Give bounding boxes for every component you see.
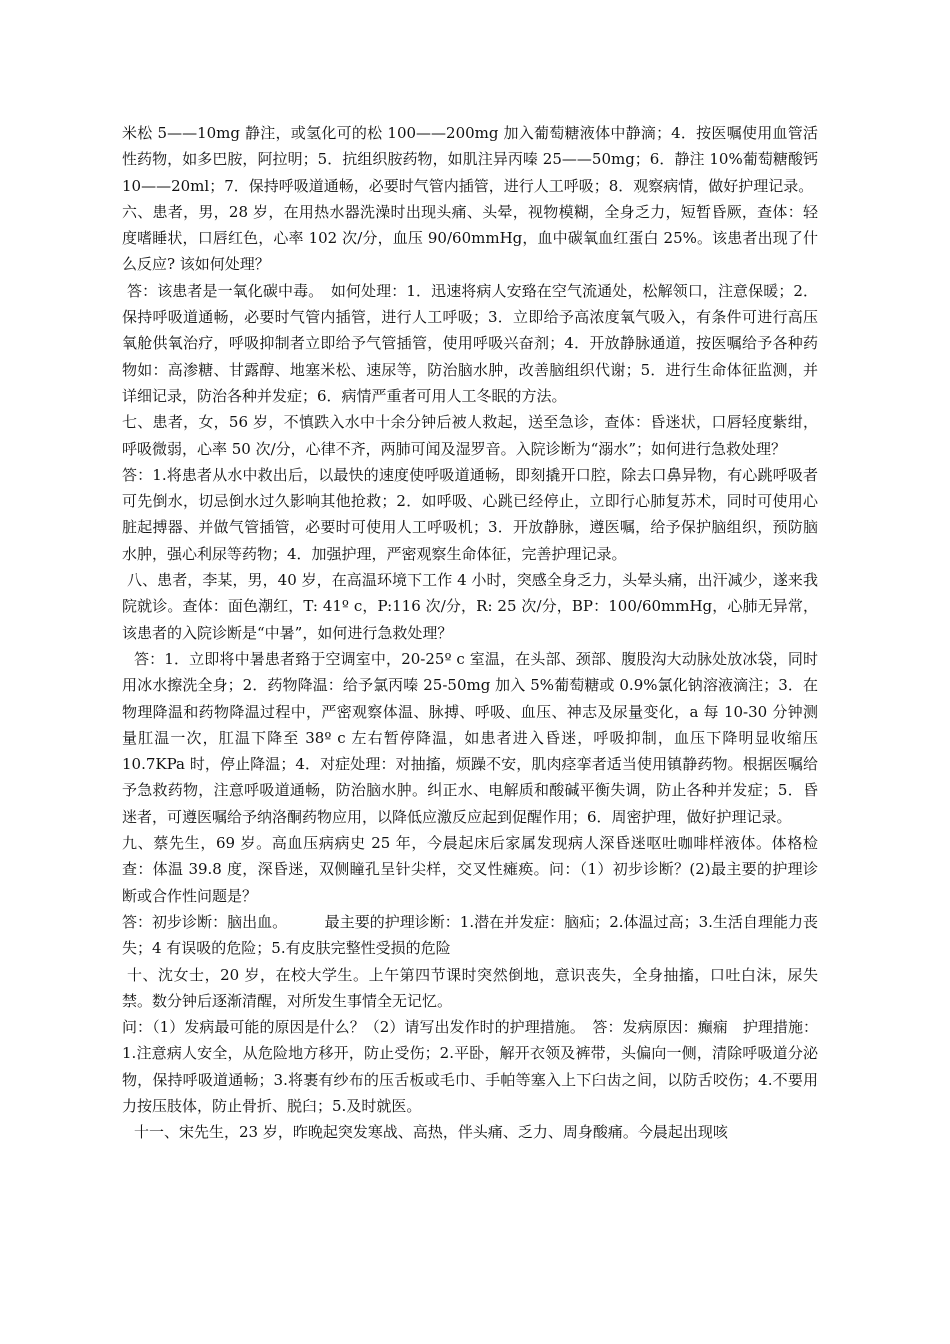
- question-8: 八、患者，李某，男，40 岁，在高温环境下工作 4 小时，突感全身乏力，头晕头痛，出汗减少，遂来我院就诊。查体：面色潮红，T: 41º c，P:116 次/分，R: 25 次/分，BP：100/60mmHg，心肺无异常，该患者的入院诊断是“中暑”，如何进行急救处理？: [122, 571, 818, 642]
- question-9: 九、蔡先生，69 岁。高血压病病史 25 年，今晨起床后家属发现病人深昏迷呕吐咖啡样液体。体格检查：体温 39.8 度，深昏迷，双侧瞳孔呈针尖样，交叉性瘫痪。问：（1）初步诊断？(2)最主要的护理诊断或合作性问题是？: [122, 834, 818, 905]
- question-11: 十一、宋先生，23 岁，昨晚起突发寒战、高热，伴头痛、乏力、周身酸痛。今晨起出现咳: [134, 1123, 728, 1142]
- document-page: [122, 120, 818, 1146]
- answer-10: 问：（1）发病最可能的原因是什么？（2）请写出发作时的护理措施。 答：发病原因：癫痫 护理措施：1.注意病人安全，从危险地方移开，防止受伤；2.平卧，解开衣领及裤带，头偏向一侧，清除呼吸道分泌物，保持呼吸道通畅；3.将裹有纱布的压舌板或毛巾、手帕等塞入上下臼齿之间，以防舌咬伤；4.不要用力按压肢体，防止骨折、脱臼；5.及时就医。: [122, 1018, 818, 1115]
- answer-8: 答：1．立即将中暑患者臵于空调室中，20-25º c 室温，在头部、颈部、腹股沟大动脉处放冰袋，同时用冰水擦洗全身；2．药物降温：给予氯丙嗪 25-50mg 加入 5%葡萄糖或 0.9%氯化钠溶液滴注；3．在物理降温和药物降温过程中，严密观察体温、脉搏、呼吸、血压、神志及尿量变化，a 每 10-30 分钟测量肛温一次，肛温下降至 38º c 左右暂停降温，如患者进入昏迷，呼吸抑制，血压下降明显收缩压 10.7KPa 时，停止降温；4．对症处理：对抽搐，烦躁不安，肌肉痉挛者适当使用镇静药物。根据医嘱给予急救药物，注意呼吸道通畅，防治脑水肿。纠正水、电解质和酸碱平衡失调，防止各种并发症；5．昏迷者，可遵医嘱给予纳洛酮药物应用，以降低应激反应起到促醒作用；6．周密护理，做好护理记录。: [122, 649, 818, 826]
- question-7: 七、患者，女，56 岁，不慎跌入水中十余分钟后被人救起，送至急诊，查体：昏迷状，口唇轻度紫绀，呼吸微弱，心率 50 次/分，心律不齐，两肺可闻及湿罗音。入院诊断为“溺水”；如何进行急救处理？: [122, 413, 818, 458]
- question-10: 十、沈女士，20 岁，在校大学生。上午第四节课时突然倒地，意识丧失，全身抽搐，口吐白沫，尿失禁。数分钟后逐渐清醒，对所发生事情全无记忆。: [122, 965, 818, 1010]
- paragraph-continuation: 米松 5——10mg 静注，或氢化可的松 100——200mg 加入葡萄糖液体中静滴；4．按医嘱使用血管活性药物，如多巴胺，阿拉明；5．抗组织胺药物，如肌注异丙嗪 25——50mg；6．静注 10%葡萄糖酸钙 10——20ml；7．保持呼吸道通畅，必要时气管内插管，进行人工呼吸；8．观察病情，做好护理记录。: [122, 124, 818, 195]
- question-6: 六、患者，男，28 岁，在用热水器洗澡时出现头痛、头晕，视物模糊，全身乏力，短暂昏厥，查体：轻度嗜睡状，口唇红色，心率 102 次/分，血压 90/60mmHg，血中碳氧血红蛋白 25%。该患者出现了什么反应? 该如何处理？: [122, 202, 818, 274]
- answer-9: 答：初步诊断：脑出血。 最主要的护理诊断：1.潜在并发症：脑疝；2.体温过高；3.生活自理能力丧失；4 有误吸的危险；5.有皮肤完整性受损的危险: [122, 912, 818, 958]
- answer-7: 答：1.将患者从水中救出后，以最快的速度使呼吸道通畅，即刻撬开口腔，除去口鼻异物，有心跳呼吸者可先倒水，切忌倒水过久影响其他抢救；2．如呼吸、心跳已经停止，立即行心肺复苏术，同时可使用心脏起搏器、并做气管插管，必要时可使用人工呼吸机；3．开放静脉，遵医嘱，给予保护脑组织，预防脑水肿，强心利尿等药物；4．加强护理，严密观察生命体征，完善护理记录。: [122, 465, 818, 563]
- answer-6: 答：该患者是一氧化碳中毒。 如何处理：1．迅速将病人安臵在空气流通处，松解领口，注意保暖；2．保持呼吸道通畅，必要时气管内插管，进行人工呼吸；3．立即给予高浓度氧气吸入，有条件可进行高压氧舱供氧治疗，呼吸抑制者立即给予气管插管，使用呼吸兴奋剂；4．开放静脉通道，按医嘱给予各种药物如：高渗糖、甘露醇、地塞米松、速尿等，防治脑水肿，改善脑组织代谢；5．进行生命体征监测，并详细记录，防治各种并发症；6．病情严重者可用人工冬眠的方法。: [122, 281, 818, 405]
